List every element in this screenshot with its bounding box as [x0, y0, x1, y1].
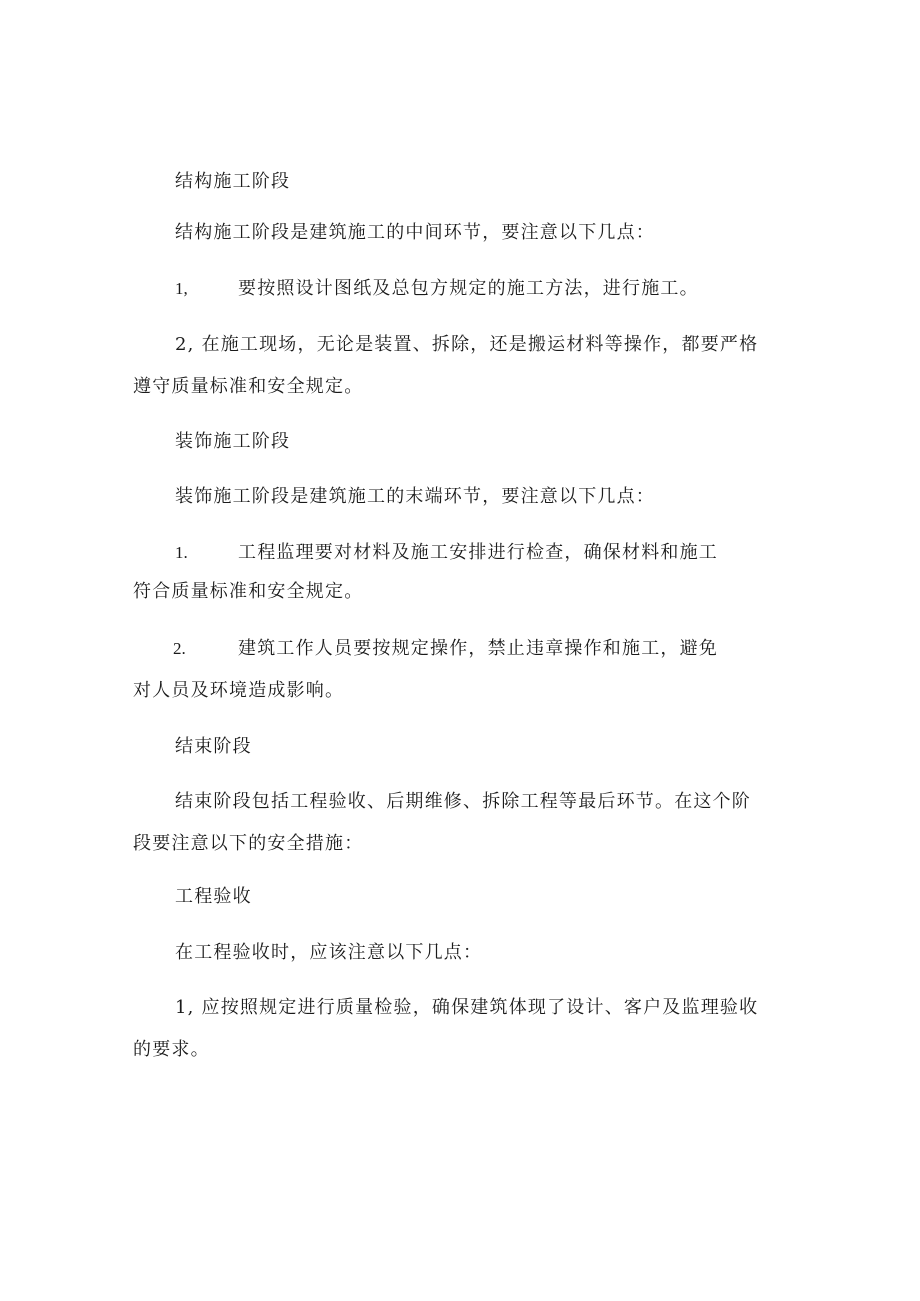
- list-item-text: 2, 在施工现场，无论是装置、拆除，还是搬运材料等操作，都要严格: [175, 334, 759, 355]
- list-item-text: 要按照设计图纸及总包方规定的施工方法，进行施工。: [238, 278, 699, 299]
- list-item-text: 1, 应按照规定进行质量检验，确保建筑体现了设计、客户及监理验收: [175, 997, 759, 1018]
- list-item-text: 建筑工作人员要按规定操作，禁止违章操作和施工，避免: [238, 638, 718, 659]
- list-item-text-continued: 符合质量标准和安全规定。: [133, 581, 364, 602]
- list-item-number: 1.: [175, 543, 188, 562]
- section-intro-closing-continued: 段要注意以下的安全措施：: [133, 833, 364, 854]
- section-intro-closing: 结束阶段包括工程验收、后期维修、拆除工程等最后环节。在这个阶: [175, 791, 751, 812]
- section-intro-decoration: 装饰施工阶段是建筑施工的末端环节，要注意以下几点：: [175, 486, 655, 507]
- section-heading-acceptance: 工程验收: [175, 886, 252, 907]
- section-intro-acceptance: 在工程验收时，应该注意以下几点：: [175, 942, 483, 963]
- list-item-text-continued: 对人员及环境造成影响。: [133, 680, 345, 701]
- list-item-number: 2.: [173, 639, 186, 658]
- list-item-text-continued: 遵守质量标准和安全规定。: [133, 376, 364, 397]
- section-heading-structure: 结构施工阶段: [175, 171, 291, 192]
- section-heading-decoration: 装饰施工阶段: [175, 431, 291, 452]
- section-intro-structure: 结构施工阶段是建筑施工的中间环节，要注意以下几点：: [175, 222, 655, 243]
- list-item-number: 1,: [175, 279, 188, 298]
- list-item-text-continued: 的要求。: [133, 1039, 210, 1060]
- list-item-text: 工程监理要对材料及施工安排进行检查，确保材料和施工: [238, 542, 718, 563]
- section-heading-closing: 结束阶段: [175, 736, 252, 757]
